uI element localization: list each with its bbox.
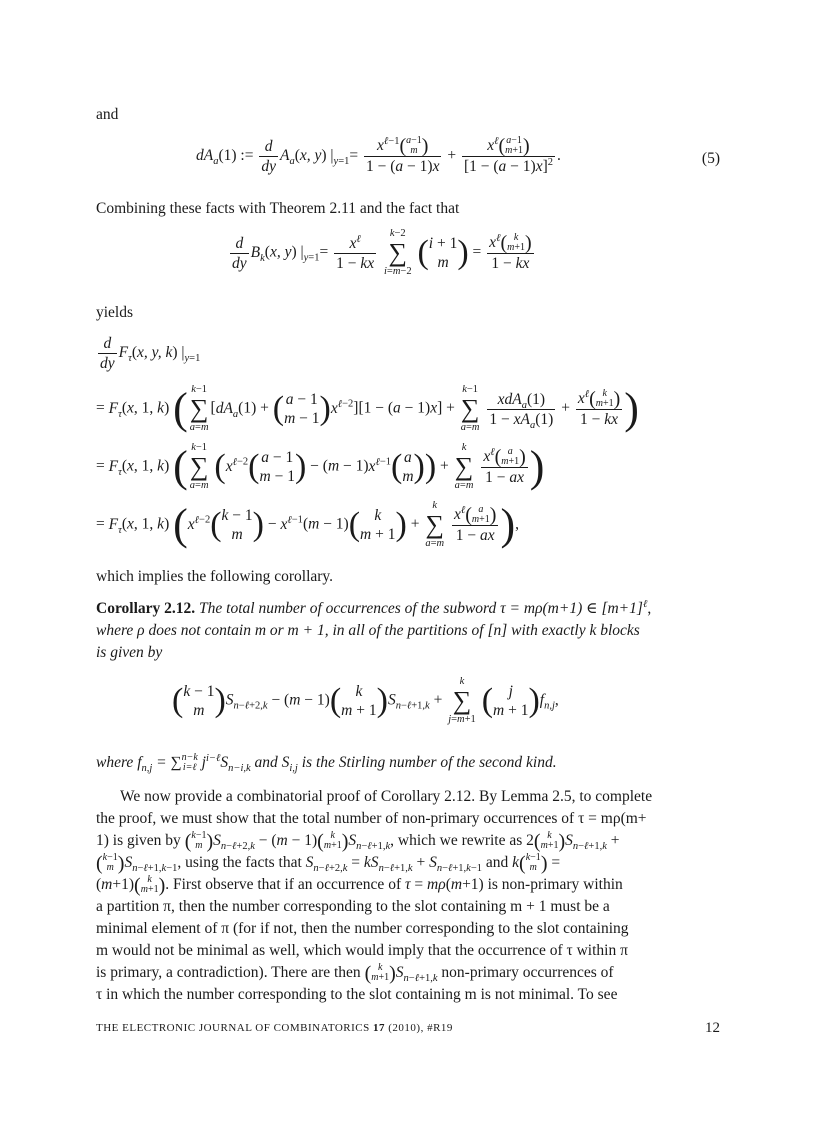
proof-line-6: a partition π, then the number corresponding to the slot containing m + 1 must be a [96, 898, 610, 915]
combining-text: Combining these facts with Theorem 2.11 and the fact that [96, 200, 460, 217]
footer-volume: 17 [373, 1022, 385, 1034]
page-number: 12 [705, 1020, 720, 1036]
implies-text: which implies the following corollary. [96, 568, 334, 585]
corollary-formula: ( k − 1 m )$S_{n-\ell+2,k} - (m - 1)$( k m + 1 )$S_{n-\ell+1,k}$ + k ∑ j=m+1 ( j m + 1 )$f_{n,j}$, [172, 676, 559, 725]
corollary-statement-1: The total number of occurrences of the subword τ = mρ(m+1) ∈ [m+1] [199, 600, 643, 617]
proof-line-5: (m+1)( k m+1 ). First observe that if an occurrence of τ = mρ(m+1) is non-primary within [96, 874, 623, 897]
corollary-label: Corollary 2.12. [96, 600, 196, 617]
proof-line-10: τ in which the number corresponding to the slot containing m is not minimal. To see [96, 986, 618, 1003]
equation-bk: $\frac{d}{dy}$ $B_k(x$, y) $|_{y=1}=$ $\frac{x^\ell}{1 - kx}$ k−2 ∑ i=m−2 ( i + 1 m ) = $x^\ell$( k m+1 ) 1 − kx [232, 228, 532, 277]
corollary-where: where $f_{n,j}$ = ∑ n−k i=ℓ $j^{i-\ell}S_{n-i,k}$ and $S_{i,j}$ is the Stirling number of the second kind. [96, 752, 557, 775]
proof-line-7: minimal element of π (for if not, then the number corresponding to the slot containing [96, 920, 629, 937]
where-tail: is the Stirling number of the second kind. [301, 754, 557, 771]
footer-journal: THE ELECTRONIC JOURNAL OF COMBINATORICS [96, 1022, 370, 1034]
equation-number: (5) [701, 150, 720, 167]
proof-line-9b: non-primary occurrences of [441, 964, 614, 981]
equation-f-line3: = $F_\tau(x$, 1, k) ($x^{\ell-2}$( k − 1 m ) − $x^{\ell-1}(m - 1)$( k m + 1 ) + k ∑ a=m $x^\ell$( a m+1 ) 1 − ax ), [96, 500, 519, 549]
equation-f-line1: = $F_\tau(x$, 1, k) ( k−1 ∑ a=m [$dA_a(1)$ + ( a − 1 m − 1 )$x^{\ell-2}][1 - (a - 1)x]$ + k−1 ∑ a=m $\frac{xdA_a(1)}{1 - xA_a(1)}$ + $x^\ell$( k m+1 ) 1 − kx ) [96, 384, 639, 433]
corollary-statement-2: where ρ does not contain m or m + 1, in all of the partitions of [n] with exactly k blocks [96, 622, 640, 639]
proof-line-8: m would not be minimal as well, which would imply that the occurrence of τ within π [96, 942, 628, 959]
yields-text: yields [96, 304, 134, 321]
equation-5: $dA_a(1)$ := $\frac{d}{dy}$ $A_a(x$, y) $|_{y=1}=$ $x^{\ell-1}$( a−1 m ) 1 − (a − 1)x + $x^\ell$( a−1 m+1 ) $[1 - (a - 1)x]^2$ . [196, 134, 561, 176]
equation-f-lhs: $\frac{d}{dy}$ $F_\tau(x$, y, k) $|_{y=1}$ [100, 335, 201, 372]
footer-year-ref: (2010), #R19 [388, 1022, 453, 1034]
corollary-statement-3: is given by [96, 644, 163, 661]
proof-line-2: the proof, we must show that the total number of non-primary occurrences of τ = mρ(m+ [96, 810, 647, 827]
proof-line-3: 1) is given by ( k−1 m )$S_{n-\ell+2,k} - (m - 1)$( k m+1 )$S_{n-\ell+1,k}$, which we rewrite as 2( k m+1 )$S_{n-\ell+1,k}$ + [96, 830, 620, 853]
intro-word: and [96, 106, 119, 123]
proof-line-9: is primary, a contradiction). There are then ( k m+1 )$S_{n-\ell+1,k}$ non-primary occurrences of [96, 962, 614, 985]
proof-line-4: ( k−1 m )$S_{n-\ell+1,k-1}$, using the facts that $S_{n-\ell+2,k} = kS_{n-\ell+1,k} + S_{n-\ell+1,k-1}$ and k( k−1 m ) = [96, 852, 561, 875]
corollary: Corollary 2.12. The total number of occurrences of the subword τ = mρ(m+1) ∈ $[m+1]^\ell$, [96, 598, 652, 617]
where-text: and S [254, 754, 290, 771]
footer [96, 1022, 720, 1034]
proof-line-1: We now provide a combinatorial proof of Corollary 2.12. By Lemma 2.5, to complete [120, 788, 653, 805]
proof-line-9a: is primary, a contradiction). There are then [96, 964, 361, 981]
equation-f-line2: = $F_\tau(x$, 1, k) ( k−1 ∑ a=m ($x^{\ell-2}$( a − 1 m − 1 ) − $(m - 1)x^{\ell-1}$( a m )) + k ∑ a=m $x^\ell$( a m+1 ) 1 − ax ) [96, 442, 545, 491]
